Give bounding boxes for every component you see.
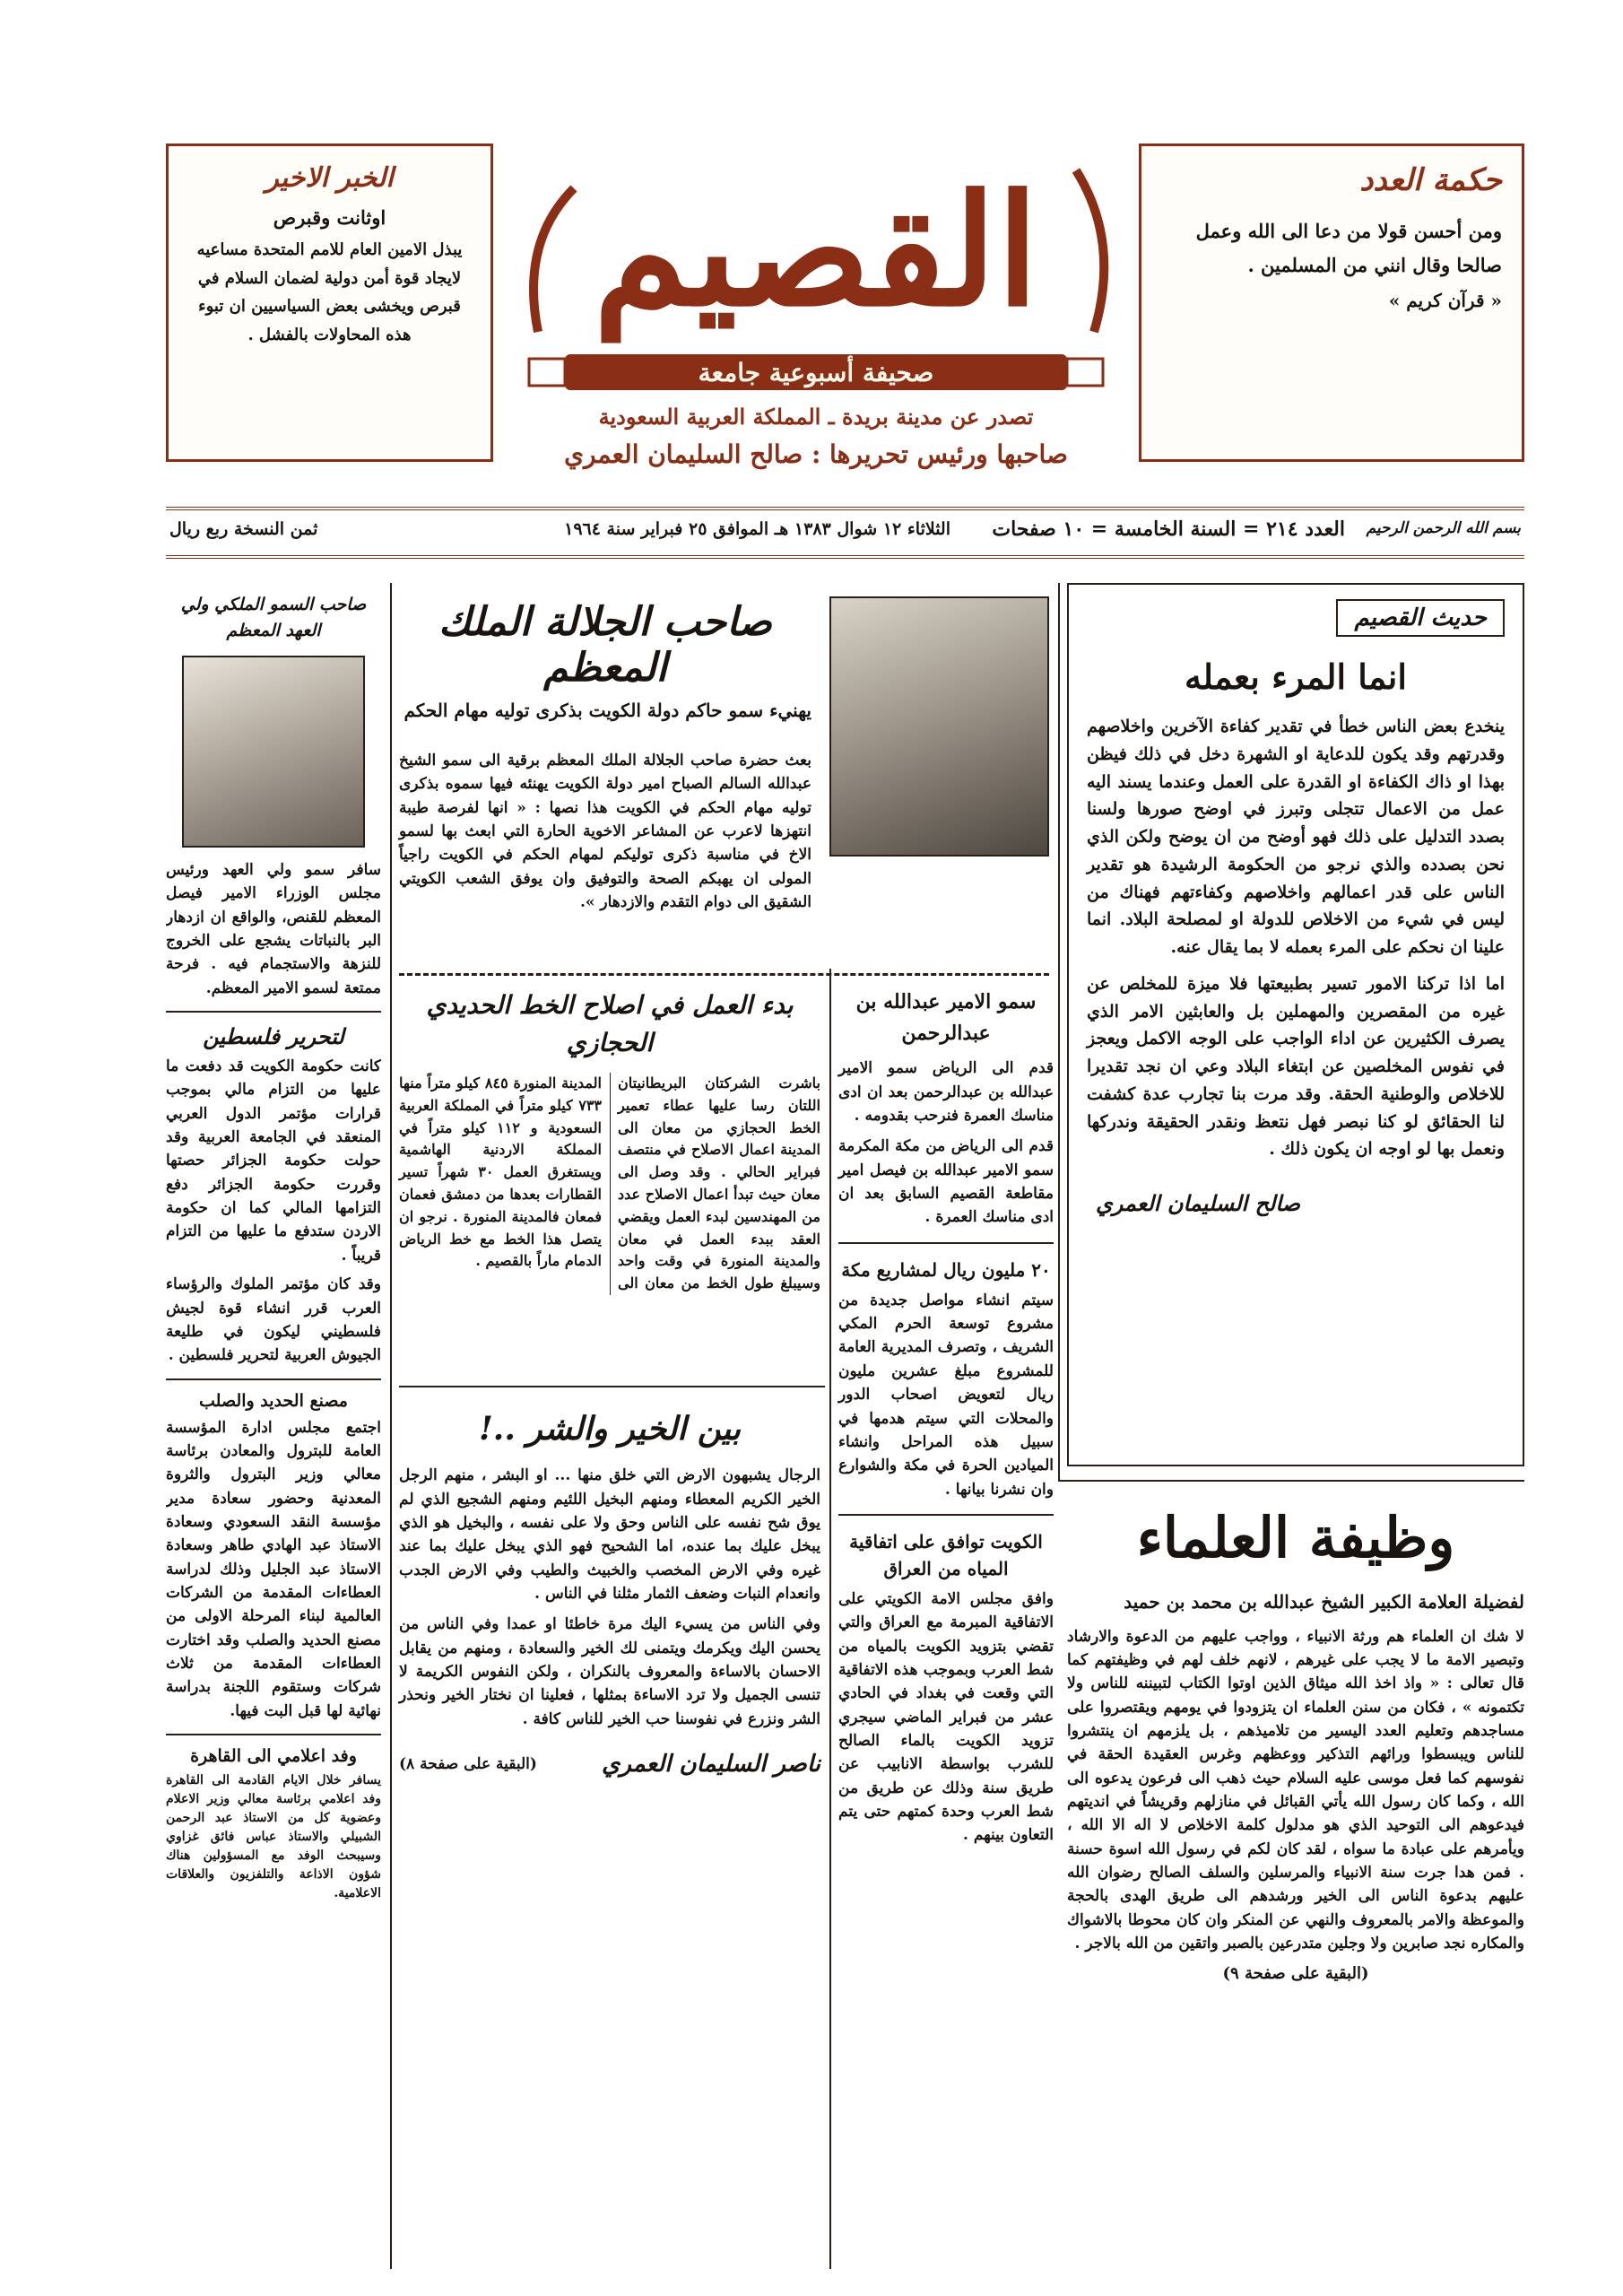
masthead bbox=[502, 135, 1130, 493]
scholars-article bbox=[1067, 1493, 1524, 2265]
section-divider bbox=[166, 1011, 381, 1013]
prince-body: قدم الى الرياض سمو الامير عبدالله بن عبدالرحمن بعد ان ادى مناسك العمرة فنرحب بقدومه . bbox=[838, 1059, 1054, 1126]
latest-news-box bbox=[166, 144, 493, 462]
section-divider bbox=[838, 1242, 1054, 1244]
column-divider bbox=[1058, 583, 1060, 1480]
railway-title: بدء العمل في اصلاح الخط الحديدي الحجازي bbox=[426, 990, 794, 1057]
prince-body-2: قدم الى الرياض من مكة المكرمة سمو الامير عبدالله بن فيصل امير مقاطعة القصيم السابق بعد ان ادى مناسك العمرة . bbox=[838, 1137, 1054, 1227]
latest-news-headline: اوثانت وقبرص bbox=[273, 206, 386, 229]
railway-article bbox=[399, 987, 820, 1381]
editorial-frame bbox=[1067, 583, 1524, 1466]
editorial-body-2: اما اذا تركنا الامور تسير بطبيعتها فلا ميزة للمخلص عن غيره من المقصرين والمهملين بل والعابثين الامر الذي يصرف الكثيرين عن اداء الواجب على الوجه الاكمل ويعجز في نفوس المخلصين عن ابتغاء البلاد وعي ان نجد تقديرا للاخلاص والوطنية الحقة. وقد مرت بنا تجارب عدة كشفت لنا الحقائق لو كنا نبصر فهل نتعظ ونقدر الحقيقة وندركها ونعمل بها لو اوجه ان يكون ذلك . bbox=[1087, 973, 1505, 1160]
king-subtitle: يهنيء سمو حاكم دولة الكويت بذكرى توليه مهام الحكم bbox=[404, 700, 812, 721]
scholars-title: وظيفة العلماء bbox=[1136, 1505, 1455, 1570]
section-divider bbox=[399, 973, 1049, 976]
masthead-owner: صاحبها ورئيس تحريرها : صالح السليمان العمري bbox=[564, 439, 1068, 469]
masthead-publisher: تصدر عن مدينة بريدة ـ المملكة العربية السعودية bbox=[598, 404, 1034, 430]
section-divider bbox=[399, 1386, 825, 1387]
haram-title: ٢٠ مليون ريال لمشاريع مكة bbox=[841, 1258, 1051, 1281]
issue-date: الثلاثاء ١٢ شوال ١٣٨٣ هـ الموافق ٢٥ فبراير سنة ١٩٦٤ bbox=[564, 519, 950, 539]
good-evil-article bbox=[399, 1399, 820, 2260]
column-divider bbox=[390, 583, 392, 2269]
left-column bbox=[166, 592, 381, 2265]
cairo-body: يسافر خلال الايام القادمة الى القاهرة وفد اعلامي برئاسة معالي وزير الاعلام وعضوية كل من الاستاذ عبد الرحمن الشبيلي والاستاذ عباس فائق غزاوي وسيبحث الوفد مع المسؤولين هناك شؤون الاذاعة والتلفزيون والعلاقات الاعلامية. bbox=[166, 1773, 381, 1900]
verse-box-source: « قرآن كريم » bbox=[1388, 289, 1502, 311]
good-evil-signature: ناصر السليمان العمري bbox=[602, 1751, 820, 1779]
latest-news-title: الخبر الاخير bbox=[265, 162, 394, 194]
palestine-body-2: وقد كان مؤتمر الملوك والرؤساء العرب قرر انشاء قوة لجيش فلسطيني ليكون في طليعة الجيوش العربية لتحرير فلسطين . bbox=[166, 1275, 381, 1365]
railway-body: باشرت الشركتان البريطانيتان اللتان رسا عليها عطاء تعمير الخط الحجازي من معان الى المدينة اعمال الاصلاح في منتصف فبراير الحالي . وقد وصل الى معان حيث تبدأ اعمال الاصلاح عدد من المهندسين لبدء العمل ويقضي العقد ببدء العمل في معان والمدينة المنورة في وقت واحد وسيبلغ طول الخط من معان الى المدينة المنورة ٨٤٥ كيلو متراً منها ٧٣٣ كيلو متراً في المملكة العربية السعودية و ١١٢ كيلو متراً في المملكة الاردنية الهاشمية ويستغرق العمل ٣٠ شهراً تسير القطارات بعدها من دمشق فعمان فمعان فالمدينة المنورة . نرجو ان يتصل هذا الخط مع خط الرياض الدمام ماراً بالقصيم . bbox=[399, 1074, 820, 1292]
good-evil-title: بين الخير والشر ..! bbox=[478, 1410, 742, 1448]
crown-prince-title: صاحب السمو الملكي ولي العهد المعظم bbox=[180, 595, 367, 640]
editorial-label: حديث القصيم bbox=[1336, 599, 1505, 637]
steel-title: مصنع الحديد والصلب bbox=[199, 1390, 348, 1411]
editorial-body: ينخدع بعض الناس خطأ في تقدير كفاءة الآخرين واخلاصهم وقدرتهم وقد يكون للدعاية او الشهرة دخل في ذلك فيظن بهذا او ذاك الكفاءة او القدرة على العمل وعندما يسند اليه عمل من الاعمال تتجلى وتبرز في اوضح صورها ولسنا بصدد التدليل على ذلك فهو أوضح من ان يوضح ولكن الذي نحن بصدده والذي نرجو من الحكومة الرشيدة هو تقدير الناس على قدر اعمالهم واخلاصهم وكفاءتهم فهناك من ليس في شيء من الاخلاص للدولة او لمصلحة البلاد. انما علينا ان نحكم على المرء بعمله لا بما يقال عنه. bbox=[1087, 717, 1505, 958]
section-divider bbox=[166, 1734, 381, 1735]
crown-prince-photo bbox=[182, 656, 365, 848]
palestine-title: لتحرير فلسطين bbox=[203, 1023, 344, 1050]
prince-column bbox=[838, 987, 1054, 2260]
scholars-continued: (البقية على صفحة ٩) bbox=[1222, 1964, 1369, 1984]
steel-body: اجتمع مجلس ادارة المؤسسة العامة للبترول والمعادن برئاسة معالي وزير البترول والثروة المعدنية وحضور سعادة مدير مؤسسة النقد السعودي وسعادة الاستاذ عبد الهادي طاهر وسعادة الاستاذ عبد الجليل وذلك لدراسة العطاءات المقدمة من الشركات العالمية لبناء المرحلة الاولى من مصنع الحديد والصلب وقد اختارت العطاءات المقدمة من ثلاث شركات وستقوم اللجنة بدراسة نهائية لها قبل البت فيها. bbox=[166, 1418, 381, 1720]
palestine-body: كانت حكومة الكويت قد دفعت ما عليها من التزام مالي بموجب قرارات مؤتمر الدول العربي المنعقد في الجامعة العربية وقد حولت حكومة الجزائر حصتها وقررت حكومة الجزائر دفع التزامها المالي كما ان حكومة الاردن ستدفع ما عليها من التزام قريباً . bbox=[166, 1057, 381, 1265]
editorial-title: انما المرء بعمله bbox=[1185, 657, 1407, 697]
prince-title: سمو الامير عبدالله بن عبدالرحمن bbox=[855, 990, 1037, 1046]
king-body: بعث حضرة صاحب الجلالة الملك المعظم برقية الى سمو الشيخ عبدالله السالم الصباح امير دولة الكويت يهنئه فيها سموه بذكرى توليه مهام الحكم في الكويت هذا نصها : « انها لفرصة طيبة انتهزها لاعرب عن المشاعر الاخوية الحارة التي ابعث بها لسمو الاخ في مناسبة ذكرى توليكم لمهام الحكم في الكويت راجياً المولى ان يهبكم الصحة والتوفيق وان يوفق الشعب الكويتي الشقيق الى دوام التقدم والازدهار ». bbox=[399, 752, 812, 912]
cairo-title: وفد اعلامي الى القاهرة bbox=[190, 1746, 357, 1766]
kuwait-body: وافق مجلس الامة الكويتي على الاتفاقية المبرمة مع العراق والتي تقضي بتزويد الكويت بالمياه من شط العرب وبموجب هذه الاتفاقية التي وقعت في بغداد في الحادي عشر من فبراير الماضي سيجري تزويد الكويت بالماء الصالح للشرب بواسطة الانابيب عن طريق سنة وذلك عن طريق من شط العرب وحدة كمتهم حتى يتم التعاون بينهم . bbox=[838, 1589, 1054, 1845]
editorial-signature: صالح السليمان العمري bbox=[1096, 1190, 1301, 1217]
king-title: صاحب الجلالة الملك المعظم bbox=[438, 599, 772, 691]
masthead-title: القصيم bbox=[593, 161, 1039, 341]
crown-prince-body: سافر سمو ولي العهد ورئيس مجلس الوزراء الامير فيصل المعظم للقنص، والواقع ان ازدهار البر بالنباتات يشجع على الخروج للنزهة والاستجمام فيه . فرحة ممتعة لسمو الامير المعظم. bbox=[166, 861, 381, 997]
good-evil-continued: (البقية على صفحة ٨) bbox=[399, 1755, 537, 1774]
good-evil-body: الرجال يشبهون الارض التي خلق منها ... او البشر ، منهم الرجل الخير الكريم المعطاء ومنهم البخيل اللئيم ومنهم الشجيع الذي لم يوق شح نفسه على الناس وحق ولا على نفسه ، والبخيل هو الذي يبخل عليك بما عنده، اما الشحيح فهو الذي يبخل عليك بما عند غيره وفي الارض المخصب والخبيث والطيب وفي الارض الجدب وانعدام النبات وضعف الثمار مثلنا في الناس . bbox=[399, 1466, 820, 1604]
latest-news-text: يبذل الامين العام للامم المتحدة مساعيه لايجاد قوة أمن دولية لضمان السلام في قبرص ويخشى بعض السياسيين ان تبوء هذه المحاولات بالفشل . bbox=[196, 240, 463, 344]
scholars-body: لا شك ان العلماء هم ورثة الانبياء ، وواجب عليهم من الدعوة والارشاد وتبصير الامة ما لا يجب على غيرهم ، لانهم خلف لهم في وظيفتهم كما قال تعالى : « واذ اخذ الله ميثاق الذين اوتوا الكتاب لتبيننه للناس ولا تكتمونه » ، فكان من سنن العلماء ان يتزودوا في يومهم ويقتصروا على مساجدهم وتعليم العدد اليسير من تلاميذهم ، بل يلزمهم ان ينتشروا للناس ويبسطوا ورائهم التذكير ووعظهم وغرس العقيدة الحقة في نفوسهم كما فعل موسى عليه السلام حيث ذهب الى فرعون يدعوه الى الله ، وكما كان رسول الله يأتي القبائل في منازلهم وقريشاً في انديتهم فيدعوهم الى التوحيد الذي هو مدلول كلمة الاخلاص لا اله الا الله ، ويأمرهم على عبادة ما سواه ، لقد كان لكم في رسول الله اسوة حسنة . فمن هدا جرت سنة الانبياء والمرسلين والسلف الصالح رضوان الله عليهم بدعوة الناس الى الخير ورشدهم الى طريق الهدى بالحجة والموعظة والامر بالمعروف والنهي عن المنكر وان كان محوطا بالاشواك والمكاره نجد صابرين ولا وجلين متدرعين بالصبر واتقين من الله بالاجر . bbox=[1067, 1627, 1524, 1953]
masthead-subtitle: صحيفة أسبوعية جامعة bbox=[698, 358, 934, 387]
section-divider bbox=[1058, 1480, 1524, 1482]
basmala: بسم الله الرحمن الرحيم bbox=[1366, 519, 1521, 537]
verse-box bbox=[1139, 144, 1524, 462]
verse-box-text: ومن أحسن قولا من دعا الى الله وعمل صالحا وقال انني من المسلمين . bbox=[1195, 220, 1502, 276]
verse-box-title: حكمة العدد bbox=[1359, 162, 1502, 198]
haram-body: سيتم انشاء مواصل جديدة من مشروع توسعة الحرم المكي الشريف ، وتصرف المديرية العامة للمشروع مبلغ عشرين مليون ريال لتعويض اصحاب الدور والمحلات التي سيتم هدمها في سبيل هذه المراحل وانشاء الميادين الحرة في مكة والشوارع وان نشرنا بيانها . bbox=[838, 1291, 1054, 1499]
issue-number: العدد ٢١٤ = السنة الخامسة = ١٠ صفحات bbox=[992, 517, 1345, 541]
good-evil-body-2: وفي الناس من يسيء اليك مرة خاطئا او عمدا وفي الناس من يحسن اليك ويكرمك ويتمنى لك الخير والسعادة ، ومنهم من يقابل الاحسان بالاساءة والمعروف بالنكران ، ولكن النفوس الكريمة لا تنسى الجميل ولا ترد الاساءة بمثلها ، فعلينا ان نختار الخير ونحذر الشر ونزرع في نفوسنا حب الخير للناس كافة . bbox=[399, 1615, 820, 1728]
issue-price: ثمن النسخة ربع ريال bbox=[169, 519, 318, 539]
king-article bbox=[399, 592, 1049, 969]
kuwait-title: الكويت توافق على اتفاقية المياه من العراق bbox=[849, 1530, 1043, 1579]
scholars-byline: لفضيلة العلامة الكبير الشيخ عبدالله بن محمد بن حميد bbox=[1124, 1590, 1524, 1613]
section-divider bbox=[166, 1378, 381, 1380]
column-divider bbox=[829, 969, 831, 2269]
section-divider bbox=[838, 1514, 1054, 1516]
dateline-bar bbox=[166, 507, 1524, 559]
